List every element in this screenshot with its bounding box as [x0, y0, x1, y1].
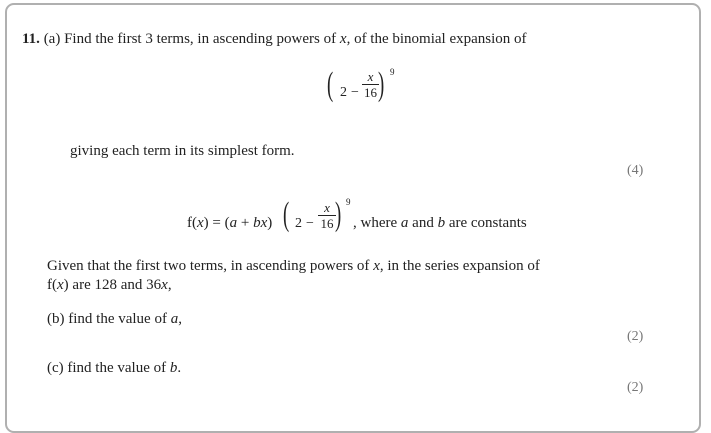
- close-paren: ): [378, 66, 385, 103]
- fx-exponent: 9: [346, 197, 351, 207]
- expr-denominator: 16: [364, 85, 377, 100]
- fx-constant: 2: [295, 216, 302, 231]
- question-number: 11.: [22, 31, 40, 47]
- part-a-text-2: , of the binomial expansion of: [346, 31, 527, 47]
- expr-constant: 2: [340, 85, 347, 100]
- fx-open-paren: (: [283, 196, 290, 233]
- fx-fraction: [318, 201, 336, 230]
- part-a-text-1: Find the first 3 terms, in ascending powers of: [64, 31, 340, 47]
- fx-denominator: 16: [320, 216, 334, 231]
- question-heading-line: [22, 31, 527, 48]
- fx-lhs: f(x) = (a + bx): [187, 215, 273, 231]
- open-paren: (: [327, 66, 334, 103]
- part-b-marks: (2): [627, 329, 644, 344]
- part-b: (b) find the value of a,: [47, 311, 182, 327]
- part-c-marks: (2): [627, 380, 644, 395]
- part-c: (c) find the value of b.: [47, 360, 182, 376]
- part-a-instruction: giving each term in its simplest form.: [70, 143, 295, 159]
- expr-minus: −: [351, 85, 359, 100]
- fx-minus: −: [306, 216, 314, 231]
- fx-where-clause: , where a and b are constants: [353, 215, 527, 231]
- fx-numerator: x: [324, 200, 330, 215]
- expr-numerator: x: [367, 69, 374, 84]
- expr-exponent: 9: [390, 67, 395, 77]
- variable-x: x: [339, 31, 347, 47]
- part-a-marks: (4): [627, 163, 644, 178]
- given-line-2: f(x) are 128 and 36x,: [47, 277, 172, 293]
- part-a-label: (a): [43, 31, 61, 47]
- fx-close-paren: ): [335, 196, 342, 233]
- expr-fraction: [362, 70, 379, 99]
- given-line-1: Given that the first two terms, in ascending powers of x, in the series expansion of: [47, 258, 540, 274]
